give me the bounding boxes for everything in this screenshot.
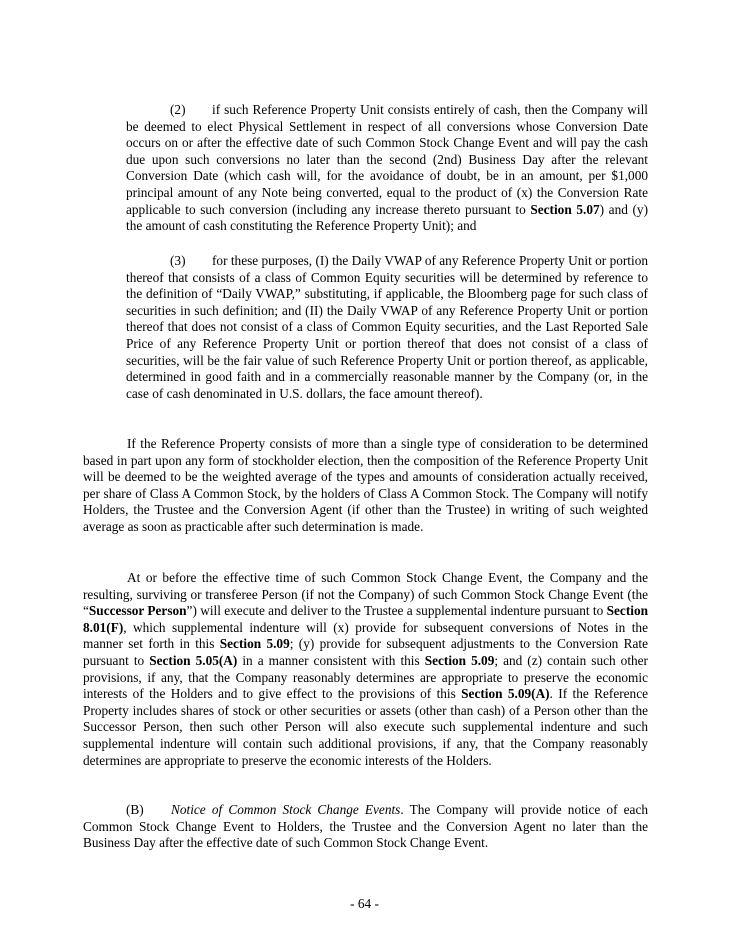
clause-number: (B) <box>126 802 144 817</box>
section-heading: Notice of Common Stock Change Events <box>171 802 401 817</box>
clause-text: for these purposes, (I) the Daily VWAP of any Reference Property Unit or portion thereof that consists of a class of Common Equity securities will be determined by reference to the definition of “Daily VWAP,” substituting, if applicable, the Bloomberg page for such class of securities in such definition; and (II) the Daily VWAP of any Reference Property Unit or portion thereof that does not consist of a class of Common Equity securities, and the Last Reported Sale Price of any Reference Property Unit or portion thereof that does not consist of a class of securities, will be the fair value of such Reference Property Unit or portion thereof, as applicable, determined in good faith and in a commercially reasonable manner by the Company (or, in the case of cash denominated in U.S. dollars, the face amount thereof). <box>126 253 648 401</box>
paragraph-text: , which supplemental indenture will (x) provide for subsequent conversions of Notes in the manner set forth in this <box>83 619 648 652</box>
page-number: - 64 - <box>350 896 379 911</box>
section-reference: Section 5.09(A) <box>461 686 550 702</box>
paragraph-supplemental-indenture <box>83 570 648 769</box>
section-reference: Section 5.09 <box>219 636 290 652</box>
paragraph-text: ; (y) provide for subsequent adjustments to the Conversion Rate pursuant to <box>83 636 648 668</box>
defined-term: Successor Person <box>88 603 187 619</box>
paragraph-weighted-average <box>83 436 648 536</box>
clause-number: (2) <box>170 102 186 117</box>
clause-text: ) and (y) the amount of cash constituting the Reference Property Unit); and <box>126 201 648 234</box>
paragraph-text: . The Company will provide notice of each Common Stock Change Event to Holders, the Trustee and the Conversion Agent no later than the Business Day after the effective date of such Common Stock Change Event. <box>83 802 648 851</box>
section-reference: Section 5.05(A) <box>149 652 238 668</box>
section-reference: Section 8.01(F) <box>83 603 648 635</box>
paragraph-text: At or before the effective time of such Common Stock Change Event, the Company and the resulting, surviving or transferee Person (if not the Company) of such Common Stock Change Event (the “ <box>83 570 648 619</box>
paragraph-text: If the Reference Property consists of more than a single type of consideration to be determined based in part upon any form of stockholder election, then the composition of the Reference Property Unit will be deemed to be the weighted average of the types and amounts of consideration actually received, per share of Class A Common Stock, by the holders of Class A Common Stock. The Company will notify Holders, the Trustee and the Conversion Agent (if other than the Trustee) in writing of such weighted average as soon as practicable after such determination is made. <box>83 436 648 534</box>
clause-number: (3) <box>170 253 186 268</box>
paragraph-text: ; and (z) contain such other provisions, if any, that the Company reasonably determines are appropriate to preserve the economic interests of the Holders and to give effect to the provisions of this <box>83 652 648 702</box>
paragraph-text: ”) will execute and deliver to the Trustee a supplemental indenture pursuant to <box>186 603 607 619</box>
section-reference: Section 5.09 <box>424 652 495 668</box>
clause-3 <box>126 253 648 402</box>
paragraph-text: in a manner consistent with this <box>237 652 425 668</box>
clause-text: if such Reference Property Unit consists entirely of cash, then the Company will be deemed to elect Physical Settlement in respect of all conversions whose Conversion Date occurs on or after the effective date of such Common Stock Change Event and will pay the cash due upon such conversions no later than the second (2nd) Business Day after the relevant Conversion Date (which cash will, for the avoidance of doubt, be in an amount, per $1,000 principal amount of any Note being converted, equal to the product of (x) the Conversion Rate applicable to such conversion (including any increase thereto pursuant to <box>126 102 648 217</box>
clause-2 <box>126 102 648 235</box>
section-b-notice <box>83 802 648 852</box>
paragraph-text: . If the Reference Property includes shares of stock or other securities or assets (other than cash) of a Person other than the Successor Person, then such other Person will also execute such supplemental indenture and such supplemental indenture will contain such additional provisions, if any, that the Company reasonably determines are appropriate to preserve the economic interests of the Holders. <box>83 686 648 768</box>
section-reference: Section 5.07 <box>530 201 600 217</box>
